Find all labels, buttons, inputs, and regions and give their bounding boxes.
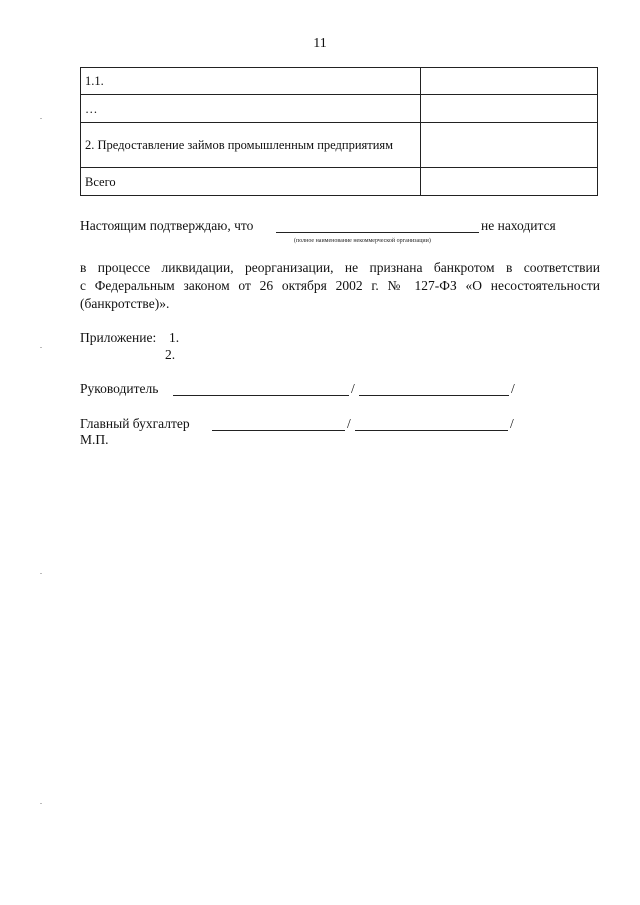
- head-name-field[interactable]: [359, 395, 509, 396]
- table-row: [81, 123, 598, 168]
- scan-mark: [40, 347, 42, 348]
- confirmation-paragraph: [80, 259, 600, 313]
- table-cell: [421, 123, 598, 168]
- separator-slash: /: [351, 381, 355, 396]
- table-cell: 1.1.: [81, 68, 421, 95]
- paragraph-line: в процессе ликвидации, реорганизации, не признана банкротом в соответствии: [80, 260, 600, 275]
- table-cell: [421, 168, 598, 196]
- accountant-label: Главный бухгалтер: [80, 416, 190, 431]
- attachment-item: 1.: [169, 330, 180, 345]
- paragraph-line: с Федеральным законом от 26 октября 2002 г. № 127-ФЗ «О несостоятельности: [80, 278, 600, 293]
- table-row: [81, 168, 598, 196]
- accountant-signature-field[interactable]: [212, 430, 345, 431]
- scan-mark: [40, 573, 42, 574]
- organization-name-field[interactable]: [276, 232, 479, 233]
- stamp-label: М.П.: [80, 432, 109, 447]
- head-label: Руководитель: [80, 381, 159, 396]
- table-cell: Всего: [81, 168, 421, 196]
- table-row: [81, 68, 598, 95]
- scan-mark: [40, 803, 42, 804]
- confirmation-suffix: не находится: [481, 218, 556, 233]
- organization-name-caption: (полное наименование некоммерческой организации): [294, 238, 431, 244]
- table-cell: 2. Предоставление займов промышленным предприятиям: [81, 123, 421, 168]
- attachment-item: 2.: [165, 347, 176, 362]
- paragraph-line: (банкротстве)».: [80, 296, 170, 311]
- separator-slash: /: [511, 381, 515, 396]
- table-cell: [421, 68, 598, 95]
- scan-mark: [40, 118, 42, 119]
- accountant-name-field[interactable]: [355, 430, 508, 431]
- funds-table: [80, 67, 598, 196]
- table-cell: [421, 95, 598, 123]
- page-number: 11: [313, 36, 327, 51]
- head-signature-field[interactable]: [173, 395, 349, 396]
- separator-slash: /: [510, 416, 514, 431]
- attachments-label: Приложение:: [80, 330, 157, 345]
- confirmation-prefix: Настоящим подтверждаю, что: [80, 218, 254, 233]
- table-cell: …: [81, 95, 421, 123]
- separator-slash: /: [347, 416, 351, 431]
- table-row: [81, 95, 598, 123]
